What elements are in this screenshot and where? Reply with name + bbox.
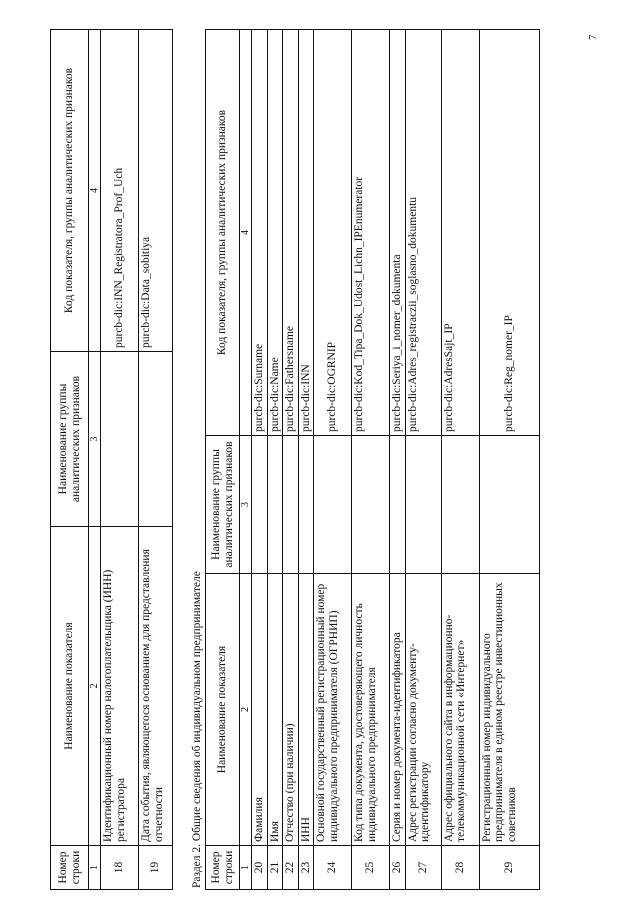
page-number: 7 [587, 34, 599, 40]
group-name [390, 436, 406, 574]
table-row [390, 30, 406, 890]
column-number: 1 [240, 846, 252, 890]
column-number: 3 [240, 436, 252, 574]
table-row [441, 30, 479, 890]
header-row-number: Номер строки [51, 846, 89, 890]
indicator-name: Код типа документа, удостоверяющего личность индивидуального предпринимателя [352, 574, 390, 846]
indicator-code: purcb-dic:Fathersname [283, 30, 299, 436]
indicator-name: Отчество (при наличии) [283, 574, 299, 846]
column-number: 1 [89, 846, 101, 890]
table-row [139, 30, 173, 890]
table-row [283, 30, 299, 890]
table-row [267, 30, 283, 890]
indicator-code: purcb-dic:Surname [252, 30, 268, 436]
row-number: 26 [390, 846, 406, 890]
table-row [405, 30, 441, 890]
indicator-code: purcb-dic:Name [267, 30, 283, 436]
row-number: 22 [283, 846, 299, 890]
group-name [441, 436, 479, 574]
column-number: 3 [89, 352, 101, 527]
row-number: 20 [252, 846, 268, 890]
indicator-code: purcb-dic:AdresSajt_IP [441, 30, 479, 436]
indicators-table-1 [50, 29, 173, 890]
header-group-name: Наименование группы аналитических признаков [206, 436, 240, 574]
group-name [139, 352, 173, 527]
indicator-code: purcb-dic:INN [298, 30, 314, 436]
column-number: 2 [89, 527, 101, 846]
indicator-name: Имя [267, 574, 283, 846]
row-number: 18 [101, 846, 139, 890]
group-name [252, 436, 268, 574]
row-number: 21 [267, 846, 283, 890]
indicator-name: Дата события, являющегося основанием для представления отчетности [139, 527, 173, 846]
group-name [298, 436, 314, 574]
indicator-name: Регистрационный номер индивидуального предпринимателя в едином реестре инвестиционных советников [479, 574, 539, 846]
indicators-table-2 [205, 29, 540, 890]
header-indicator-name: Наименование показателя [51, 527, 89, 846]
indicator-code: purcb-dic:OGRNIP [314, 30, 352, 436]
column-number: 4 [89, 30, 101, 352]
indicator-name: ИНН [298, 574, 314, 846]
header-indicator-code: Код показателя, группы аналитических признаков [51, 30, 89, 352]
row-number: 23 [298, 846, 314, 890]
row-number: 25 [352, 846, 390, 890]
indicator-code: purcb-dic:INN_Registratora_Prof_Uch [101, 30, 139, 352]
table-row [352, 30, 390, 890]
group-name [314, 436, 352, 574]
indicator-name: Адрес регистрации согласно документу-идентификатору [405, 574, 441, 846]
group-name [283, 436, 299, 574]
header-group-name: Наименование группы аналитических признаков [51, 352, 89, 527]
indicator-name: Идентификационный номер налогоплательщика (ИНН) регистратора [101, 527, 139, 846]
row-number: 19 [139, 846, 173, 890]
row-number: 24 [314, 846, 352, 890]
header-indicator-name: Наименование показателя [206, 574, 240, 846]
rotated-page-content [50, 30, 540, 890]
table-row [252, 30, 268, 890]
group-name [352, 436, 390, 574]
indicator-name: Фамилия [252, 574, 268, 846]
group-name [267, 436, 283, 574]
indicator-name: Основной государственный регистрационный номер индивидуального предпринимателя (ОГРНИП) [314, 574, 352, 846]
indicator-code: purcb-dic:Seriya_i_nomer_dokumenta [390, 30, 406, 436]
indicator-code: purcb-dic:Data_sobitiya [139, 30, 173, 352]
group-name [405, 436, 441, 574]
column-number: 4 [240, 30, 252, 436]
indicator-code: purcb-dic:Reg_nomer_IP [479, 30, 539, 436]
table-row [298, 30, 314, 890]
group-name [479, 436, 539, 574]
column-number: 2 [240, 574, 252, 846]
table-row [101, 30, 139, 890]
header-indicator-code: Код показателя, группы аналитических признаков [206, 30, 240, 436]
section-2-title: Раздел 2. Общие сведения об индивидуальном предпринимателе [191, 571, 203, 888]
header-row-number: Номер строки [206, 846, 240, 890]
row-number: 28 [441, 846, 479, 890]
group-name [101, 352, 139, 527]
row-number: 27 [405, 846, 441, 890]
indicator-name: Серия и номер документа-идентификатора [390, 574, 406, 846]
indicator-code: purcb-dic:Kod_Tipa_Dok_Udost_Lichn_IPEnumerator [352, 30, 390, 436]
row-number: 29 [479, 846, 539, 890]
table-row [314, 30, 352, 890]
indicator-code: purcb-dic:Adres_registraczii_soglasno_dokumentu [405, 30, 441, 436]
table-row [479, 30, 539, 890]
indicator-name: Адрес официального сайта в информационно-телекоммуникационной сети «Интернет» [441, 574, 479, 846]
